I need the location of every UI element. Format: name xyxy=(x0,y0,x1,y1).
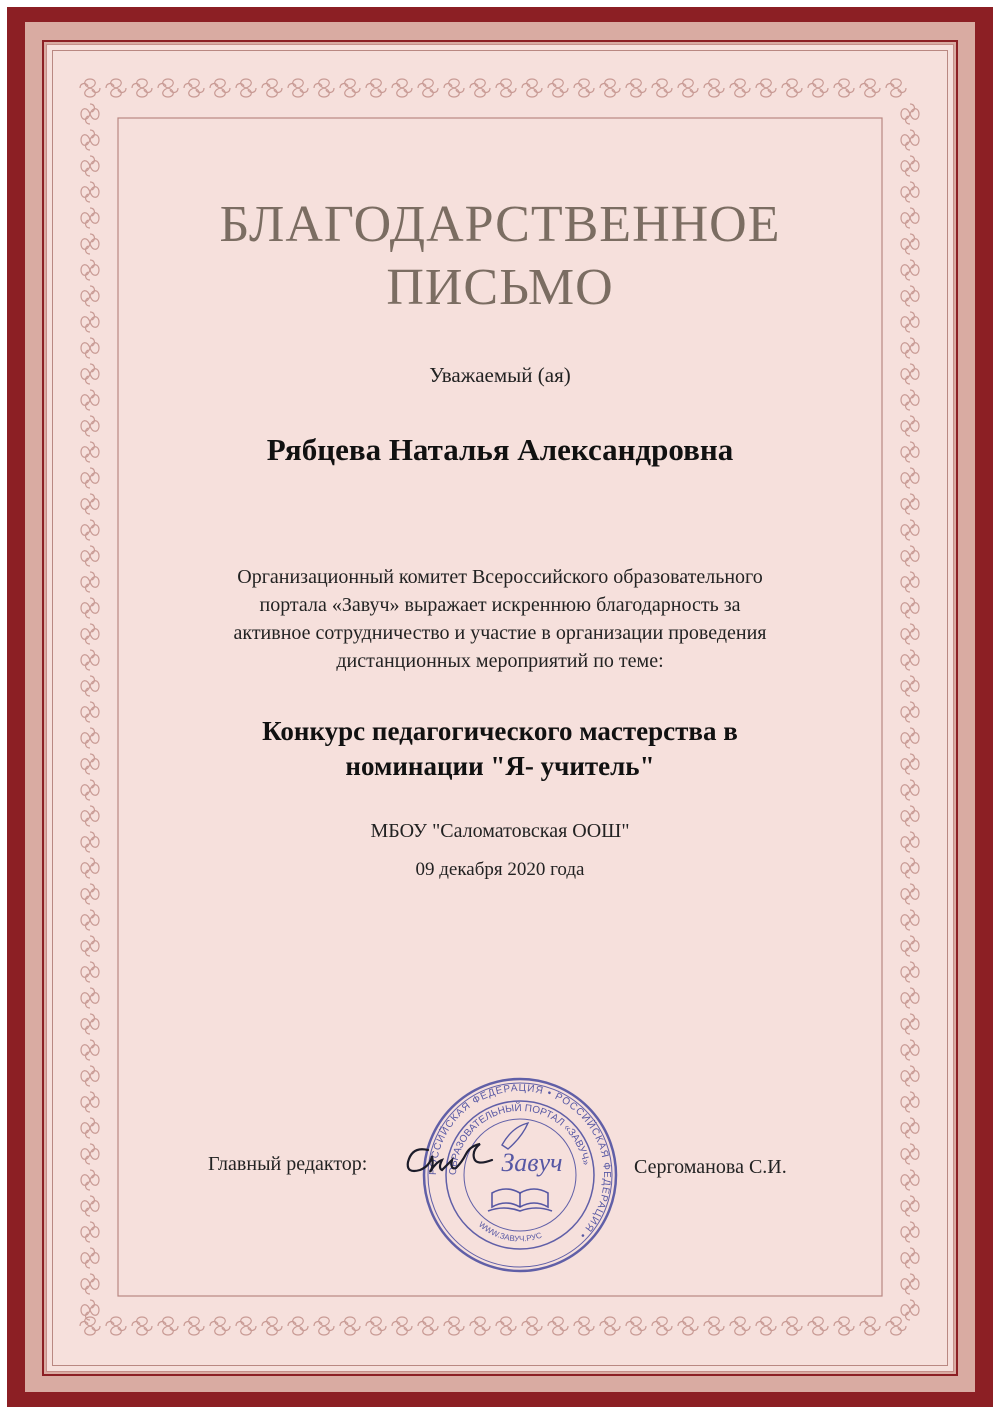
ornament-motif xyxy=(366,79,386,97)
ornament-motif xyxy=(901,312,919,332)
ornament-motif xyxy=(81,156,99,176)
ornament-motif xyxy=(901,650,919,670)
editor-label: Главный редактор: xyxy=(208,1153,368,1175)
ornament-motif xyxy=(901,130,919,150)
ornament-motif xyxy=(678,1317,698,1335)
ornament-motif xyxy=(470,1317,490,1335)
ornament-motif xyxy=(901,702,919,722)
ornament-motif xyxy=(901,884,919,904)
ornament-motif xyxy=(444,79,464,97)
ornament-motif xyxy=(496,1317,516,1335)
ornament-motif xyxy=(81,1144,99,1164)
body-line: дистанционных мероприятий по теме: xyxy=(336,650,664,672)
ornament-motif xyxy=(901,598,919,618)
ornament-motif xyxy=(470,79,490,97)
body-line: Организационный комитет Всероссийского образовательного xyxy=(237,566,763,588)
ornament-motif xyxy=(81,1170,99,1190)
ornament-motif xyxy=(548,79,568,97)
salutation: Уважаемый (ая) xyxy=(429,363,571,387)
ornament-motif xyxy=(901,1248,919,1268)
ornament-motif xyxy=(81,1014,99,1034)
ornament-motif xyxy=(901,806,919,826)
ornament-motif xyxy=(81,364,99,384)
ornament-motif xyxy=(901,1014,919,1034)
ornament-motif xyxy=(81,832,99,852)
ornament-motif xyxy=(901,1170,919,1190)
ornament-motif xyxy=(80,79,100,97)
ornament-motif xyxy=(106,79,126,97)
ornament-motif xyxy=(678,79,698,97)
ornament-motif xyxy=(652,1317,672,1335)
ornament-motif xyxy=(392,1317,412,1335)
ornament-motif xyxy=(262,79,282,97)
ornament-motif xyxy=(81,754,99,774)
event-topic xyxy=(120,714,880,784)
ornament-motif xyxy=(886,1317,906,1335)
ornament-motif xyxy=(886,79,906,97)
ornament-motif xyxy=(808,79,828,97)
ornament-motif xyxy=(81,1222,99,1242)
ornament-motif xyxy=(730,1317,750,1335)
ornament-motif xyxy=(901,442,919,462)
ornament-motif xyxy=(81,650,99,670)
ornament-motif xyxy=(834,79,854,97)
ornament-motif xyxy=(901,910,919,930)
topic-line: Конкурс педагогического мастерства в xyxy=(262,716,738,746)
ornament-motif xyxy=(901,1040,919,1060)
ornament-motif xyxy=(81,208,99,228)
ornament-motif xyxy=(860,1317,880,1335)
ornament-motif xyxy=(901,208,919,228)
ornament-motif xyxy=(81,1248,99,1268)
ornament-motif xyxy=(158,79,178,97)
editor-name: Сергоманова С.И. xyxy=(634,1156,787,1178)
ornament-motif xyxy=(901,156,919,176)
ornament-motif xyxy=(81,806,99,826)
ornament-motif xyxy=(366,1317,386,1335)
ornament-motif xyxy=(901,364,919,384)
ornament-motif xyxy=(81,468,99,488)
ornament-motif xyxy=(81,546,99,566)
ornament-motif xyxy=(901,1144,919,1164)
ornament-motif xyxy=(81,1274,99,1294)
body-line: активное сотрудничество и участие в организации проведения xyxy=(233,622,767,644)
ornament-motif xyxy=(730,79,750,97)
ornament-motif xyxy=(81,390,99,410)
topic-line: номинации "Я- учитель" xyxy=(345,751,655,781)
body-line: портала «Завуч» выражает искреннюю благодарность за xyxy=(259,594,741,616)
issue-date: 09 декабря 2020 года xyxy=(415,859,585,880)
ornament-motif xyxy=(418,79,438,97)
ornament-motif xyxy=(418,1317,438,1335)
ornament-motif xyxy=(81,104,99,124)
ornament-motif xyxy=(132,1317,152,1335)
ornament-motif xyxy=(901,234,919,254)
ornament-motif xyxy=(81,442,99,462)
ornament-motif xyxy=(340,1317,360,1335)
ornament-motif xyxy=(834,1317,854,1335)
ornament-motif xyxy=(901,1196,919,1216)
ornament-motif xyxy=(81,988,99,1008)
ornament-motif xyxy=(901,936,919,956)
ornament-motif xyxy=(901,390,919,410)
svg-text:WWW.ЗАВУЧ.РУС xyxy=(477,1220,543,1244)
ornament-motif xyxy=(901,468,919,488)
ornament-motif xyxy=(901,546,919,566)
ornament-motif xyxy=(901,416,919,436)
signature xyxy=(400,1130,520,1190)
ornament-motif xyxy=(81,676,99,696)
ornament-motif xyxy=(184,1317,204,1335)
body-text xyxy=(150,563,850,675)
ornament-motif xyxy=(288,1317,308,1335)
ornament-motif xyxy=(808,1317,828,1335)
ornament-motif xyxy=(901,780,919,800)
ornament-motif xyxy=(901,494,919,514)
stamp-bottom-text: WWW.ЗАВУЧ.РУС xyxy=(477,1219,543,1244)
ornament-motif xyxy=(901,988,919,1008)
ornament-motif xyxy=(704,79,724,97)
ornament-motif xyxy=(782,1317,802,1335)
ornament-motif xyxy=(106,1317,126,1335)
book-icon xyxy=(488,1189,552,1211)
ornament-motif xyxy=(901,858,919,878)
ornament-motif xyxy=(600,1317,620,1335)
ornament-motif xyxy=(236,1317,256,1335)
ornament-motif xyxy=(901,1066,919,1086)
ornament-motif xyxy=(548,1317,568,1335)
ornament-motif xyxy=(81,312,99,332)
ornament-motif xyxy=(901,754,919,774)
ornament-motif xyxy=(81,130,99,150)
ornament-motif xyxy=(81,780,99,800)
ornament-motif xyxy=(626,79,646,97)
ornament-motif xyxy=(522,1317,542,1335)
stamp-inner-text: ОБРАЗОВАТЕЛЬНЫЙ ПОРТАЛ «ЗАВУЧ» xyxy=(447,1102,592,1176)
school-name: МБОУ "Саломатовская ООШ" xyxy=(370,820,630,842)
ornament-motif xyxy=(81,884,99,904)
ornament-motif xyxy=(81,338,99,358)
ornament-motif xyxy=(81,624,99,644)
ornament-motif xyxy=(81,416,99,436)
ornament-motif xyxy=(314,79,334,97)
ornament-motif xyxy=(81,260,99,280)
ornament-motif xyxy=(81,728,99,748)
ornament-motif xyxy=(901,832,919,852)
ornament-motif xyxy=(132,79,152,97)
ornament-motif xyxy=(600,79,620,97)
ornament-motif xyxy=(158,1317,178,1335)
ornament-motif xyxy=(782,79,802,97)
ornament-motif xyxy=(756,1317,776,1335)
ornament-motif xyxy=(262,1317,282,1335)
ornament-motif xyxy=(81,1196,99,1216)
ornament-motif xyxy=(81,234,99,254)
ornament-motif xyxy=(901,1274,919,1294)
stamp-outer-text: РОССИЙСКАЯ ФЕДЕРАЦИЯ • РОССИЙСКАЯ ФЕДЕРАЦИЯ • xyxy=(427,1082,613,1241)
ornament-motif xyxy=(210,79,230,97)
ornament-motif xyxy=(901,182,919,202)
ornament-motif xyxy=(901,520,919,540)
ornament-motif xyxy=(210,1317,230,1335)
ornament-motif xyxy=(901,1118,919,1138)
ornament-motif xyxy=(901,286,919,306)
ornament-motif xyxy=(81,494,99,514)
ornament-motif xyxy=(901,728,919,748)
ornament-motif xyxy=(81,936,99,956)
ornament-motif xyxy=(81,520,99,540)
ornament-motif xyxy=(81,286,99,306)
ornament-motif xyxy=(901,572,919,592)
ornament-motif xyxy=(81,702,99,722)
ornament-motif xyxy=(340,79,360,97)
ornament-motif xyxy=(81,858,99,878)
ornament-motif xyxy=(522,79,542,97)
ornament-motif xyxy=(901,1222,919,1242)
ornament-motif xyxy=(81,1092,99,1112)
ornament-motif xyxy=(652,79,672,97)
ornament-motif xyxy=(81,572,99,592)
ornament-motif xyxy=(81,1066,99,1086)
ornament-motif xyxy=(901,962,919,982)
ornament-motif xyxy=(81,598,99,618)
ornament-motif xyxy=(704,1317,724,1335)
ornament-motif xyxy=(288,79,308,97)
ornament-motif xyxy=(901,104,919,124)
ornament-motif xyxy=(574,1317,594,1335)
stamp-center-text: Завуч xyxy=(501,1148,563,1177)
ornament-motif xyxy=(901,624,919,644)
ornament-motif xyxy=(626,1317,646,1335)
recipient-name: Рябцева Наталья Александровна xyxy=(266,432,734,467)
ornament-motif xyxy=(901,1092,919,1112)
ornament-motif xyxy=(184,79,204,97)
title-line-2: ПИСЬМО xyxy=(386,259,614,316)
ornament-motif xyxy=(496,79,516,97)
ornament-motif xyxy=(236,79,256,97)
ornament-motif xyxy=(392,79,412,97)
ornament-motif xyxy=(860,79,880,97)
ornament-motif xyxy=(574,79,594,97)
ornament-motif xyxy=(81,1040,99,1060)
ornament-motif xyxy=(444,1317,464,1335)
ornament-motif xyxy=(81,910,99,930)
ornament-motif xyxy=(81,1118,99,1138)
ornament-motif xyxy=(901,338,919,358)
ornament-motif xyxy=(81,962,99,982)
ornament-motif xyxy=(314,1317,334,1335)
ornament-motif xyxy=(901,676,919,696)
title-line-1: БЛАГОДАРСТВЕННОЕ xyxy=(219,196,781,253)
ornament-motif xyxy=(756,79,776,97)
ornament-motif xyxy=(901,1300,919,1320)
ornament-motif xyxy=(81,182,99,202)
ornament-motif xyxy=(901,260,919,280)
